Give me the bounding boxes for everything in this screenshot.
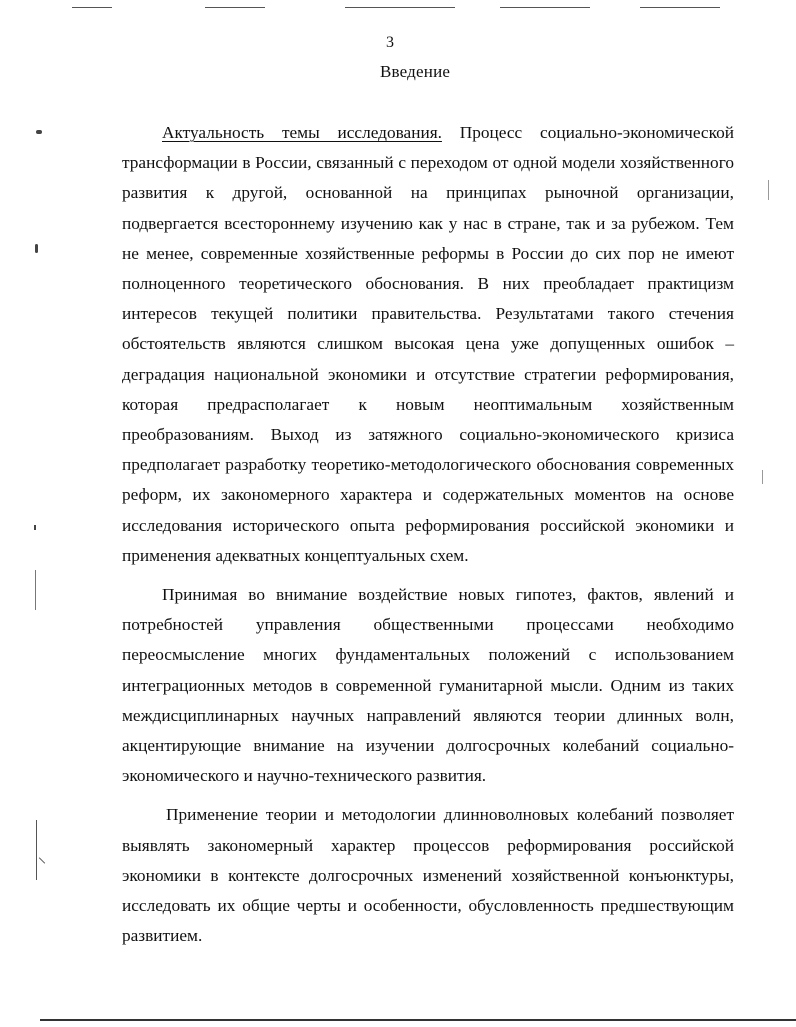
scan-speck xyxy=(35,244,38,253)
scan-edge-line xyxy=(345,7,455,8)
scan-edge-line xyxy=(40,1019,796,1021)
scan-speck xyxy=(768,180,769,200)
page-number: 3 xyxy=(386,34,394,51)
scan-edge-line xyxy=(500,7,590,8)
scan-speck xyxy=(36,130,42,134)
scan-speck xyxy=(34,525,36,530)
scan-speck xyxy=(36,820,37,880)
section-title: Введение xyxy=(380,62,451,81)
scan-edge-line xyxy=(205,7,265,8)
scan-speck xyxy=(35,570,36,610)
scan-edge-line xyxy=(640,7,720,8)
paragraph xyxy=(122,118,734,571)
paragraph: Применение теории и методологии длинноволновых колебаний позволяет выявлять закономерный характер процессов реформирования российской экономики в контексте долгосрочных изменений хозяйственной конъюнктуры, исследовать их общие черты и особенности, обусловленность предшествующим развитием. xyxy=(122,805,734,946)
topic-relevance-heading: Актуальность темы исследования. xyxy=(162,123,442,142)
scan-speck xyxy=(762,470,763,484)
paragraph: Принимая во внимание воздействие новых гипотез, фактов, явлений и потребностей управления общественными процессами необходимо переосмысление многих фундаментальных положений с использованием интеграционных методов в современной гуманитарной мысли. Одним из таких междисциплинарных научных направлений являются теории длинных волн, акцентирующие внимание на изучении долгосрочных колебаний социально-экономического и научно-технического развития. xyxy=(122,585,734,786)
paragraph-text: Процесс социально-экономической трансформации в России, связанный с переходом от одной модели хозяйственного развития к другой, основанной на принципах рыночной организации, подвергается всестороннему изучению как у нас в стране, так и за рубежом. Тем не менее, современные хозяйственные реформы в России до сих пор не имеют полноценного теоретического обоснования. В них преобладает практицизм интересов текущей политики правительства. Результатами такого стечения обстоятельств являются слишком высокая цена уже допущенных ошибок – деградация национальной экономики и отсутствие стратегии реформирования, которая предрасполагает к новым неоптимальным хозяйственным преобразованиям. Выход из затяжного социально-экономического кризиса предполагает разработку теоретико-методологического обоснования современных реформ, их закономерного характера и содержательных моментов на основе исследования исторического опыта реформирования российской экономики и применения адекватных концептуальных схем. xyxy=(122,123,734,565)
scan-edge-line xyxy=(72,7,112,8)
scan-speck xyxy=(39,857,45,863)
body-text xyxy=(122,118,734,951)
